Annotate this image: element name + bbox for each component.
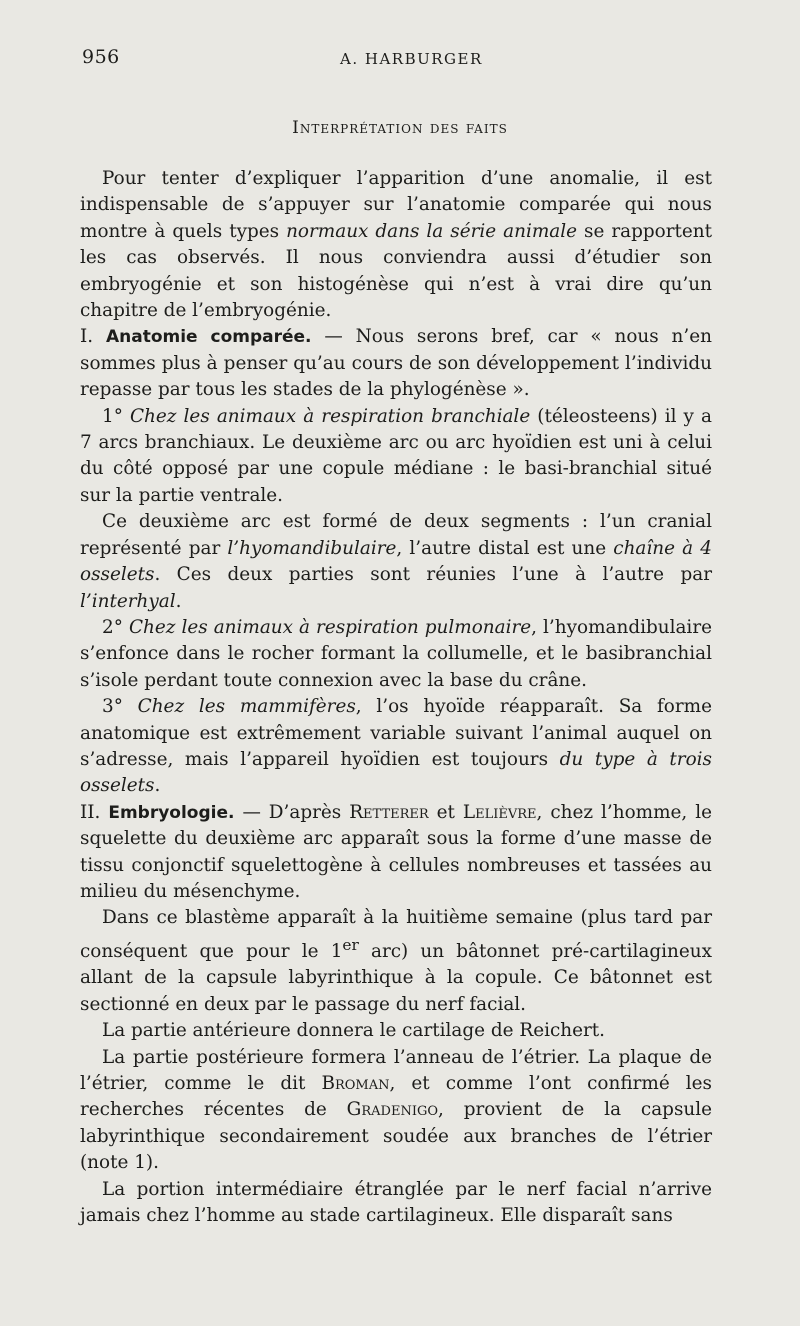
paragraph-intro: Pour tenter d’expliquer l’apparition d’une anomalie, il est indispensable de s’appuyer sur l’anatomie comparée qui nous montre à quels types normaux dans la série animale se rapportent les cas observés. Il nous conviendra aussi d’étudier son embryogénie et son histogénèse qui n’est à vrai dire qu’un chapitre de l’embryogénie. — [80, 168, 713, 322]
paragraph-portion: La portion intermédiaire étranglée par le nerf facial n’arrive jamais chez l’homme au stade cartilagineux. Elle disparaît sans — [80, 1178, 712, 1226]
paragraph-pulmonaire: 2° Chez les animaux à respiration pulmonaire, l’hyomandibulaire s’enfonce dans le rocher formant la collumelle, et le basibranchial s’isole perdant toute connexion avec la base du crâne. — [80, 616, 712, 691]
paragraph-anatomie: I. Anatomie comparée. — Nous serons bref, car « nous n’en sommes plus à penser qu’au cours de son développement l’individu repasse par tous les stades de la phylogénèse ». — [80, 326, 712, 401]
heading-anatomie: Anatomie comparée. — [105, 327, 312, 348]
paragraph-etrier: La partie postérieure formera l’anneau de l’étrier. La plaque de l’étrier, comme le dit Broman, et comme l’ont confirmé les recherches récentes de Gradenigo, provient de la capsule labyrinthique secondairement soudée aux branches de l’étrier (note 1). — [80, 1046, 712, 1174]
paragraph-embryologie: II. Embryologie. — D’après Retterer et Lelièvre, chez l’homme, le squelette du deuxième arc apparaît sous la forme d’une masse de tissu conjonctif squelettogène à cellules nombreuses et tassées au milieu du mésenchyme. — [80, 801, 712, 902]
heading-embryologie: Embryologie. — [108, 802, 235, 823]
body-text — [80, 166, 712, 1229]
paragraph-blasteme: Dans ce blastème apparaît à la huitième semaine (plus tard par conséquent que pour le 1er arc) un bâtonnet pré-cartilagineux allant de la capsule labyrinthique à la copule. Ce bâtonnet est sectionné en deux par le passage du nerf facial. — [80, 907, 712, 1015]
page-number: 956 — [82, 46, 120, 68]
paragraph-deuxieme-arc: Ce deuxième arc est formé de deux segments : l’un cranial représenté par l’hyomandibulaire, l’autre distal est une chaîne à 4 osselets. Ces deux parties sont réunies l’une à l’autre par l’interhyal. — [80, 511, 712, 612]
running-head: A. HARBURGER — [340, 50, 483, 68]
paragraph-branchiale: 1° Chez les animaux à respiration branchiale (téleosteens) il y a 7 arcs branchiaux. Le deuxième arc ou arc hyoïdien est uni à celui du côté opposé par une copule médiane : le basi-branchial situé sur la partie ventrale. — [80, 405, 712, 506]
section-title: Interprétation des faits — [292, 118, 508, 138]
paragraph-reichert: La partie antérieure donnera le cartilage de Reichert. — [102, 1020, 606, 1042]
paragraph-mammiferes: 3° Chez les mammifères, l’os hyoïde réapparaît. Sa forme anatomique est extrêmement variable suivant l’animal auquel on s’adresse, mais l’appareil hyoïdien est toujours du type à trois osselets. — [80, 696, 712, 797]
